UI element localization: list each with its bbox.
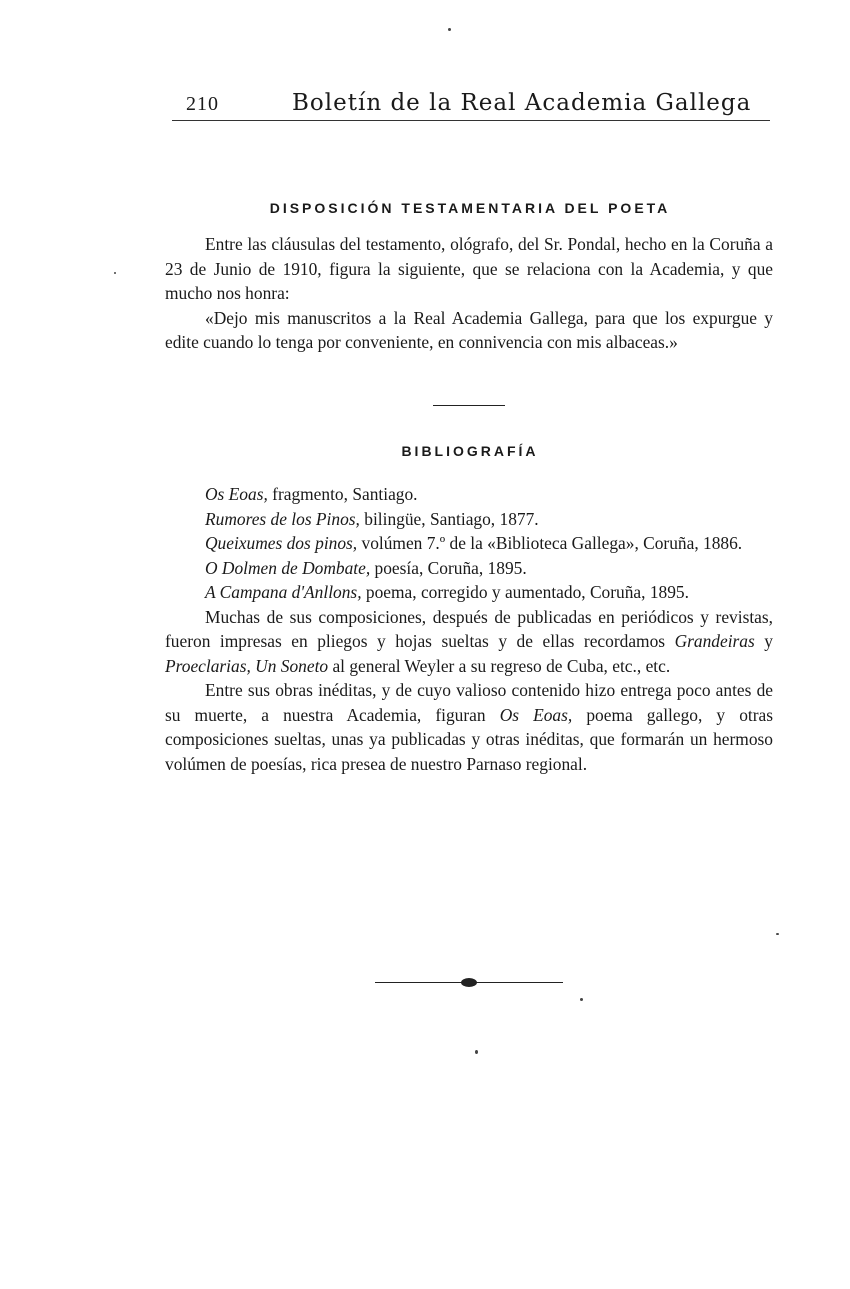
bib-entry-work: Os Eoas, [205,484,268,504]
header-rule [172,120,770,121]
bib-entry-details: volúmen 7.º de la «Biblioteca Gallega», Coruña, 1886. [357,533,743,553]
bib-entry [165,556,773,581]
scan-speck [580,998,583,1001]
text-run: Muchas de sus composiciones, después de publicadas en periódicos y revistas, fueron impresas en pliegos y hojas sueltas y de ellas recordamos [165,606,773,651]
bib-entry-details: bilingüe, Santiago, 1877. [359,508,539,529]
bibliografia-body [165,482,773,776]
bib-paragraph-compositions [165,605,773,679]
text-run: poema gallego, y otras composiciones sueltas, unas ya publicadas y otras inéditas, que formarán un hermoso volúmen de poesías, rica presea de nuestro Parnaso regional. [165,704,774,774]
work-title: Grandeiras [674,631,755,651]
section-title-disposicion: DISPOSICIÓN TESTAMENTARIA DEL POETA [269,200,671,216]
disposicion-paragraph: Entre las cláusulas del testamento, ológrafo, del Sr. Pondal, hecho en la Coruña a 23 de Junio de 1910, figura la siguiente, que se relaciona con la Academia, y que mucho nos honra: [165,234,773,303]
text-run: y [754,631,773,651]
bib-entry [165,531,773,556]
scan-speck [776,933,779,935]
page-header [172,88,770,122]
work-title: Os Eoas, [499,704,573,725]
section-divider [433,405,505,406]
bib-entry [165,507,773,532]
bib-entry [165,482,773,507]
scan-speck [114,272,116,274]
end-ornament [375,976,563,990]
bib-entry-details: fragmento, Santiago. [267,484,418,504]
text-run: Entre sus obras inéditas, y de cuyo valioso contenido hizo entrega poco antes de su muerte, a nuestra Academia, figuran [165,680,773,725]
bib-paragraph-ineditas [165,678,773,776]
bib-entry-work: A Campana d'Anllons, [205,582,362,602]
work-title: Proeclarias, Un Soneto [165,655,329,676]
scan-speck [475,1050,478,1054]
disposicion-body [165,232,773,355]
text-run: al general Weyler a su regreso de Cuba, etc., etc. [328,655,671,676]
bib-entry-details: poema, corregido y aumentado, Coruña, 1895. [361,582,689,602]
bib-entry-work: Rumores de los Pinos, [205,508,360,529]
bib-entry-work: O Dolmen de Dombate, [205,557,371,578]
section-title-bibliografia: BIBLIOGRAFÍA [401,443,539,459]
bib-entry [165,580,773,605]
bib-entry-details: poesía, Coruña, 1895. [370,557,527,578]
page-number: 210 [186,93,219,115]
end-ornament-dot [461,978,477,987]
disposicion-quote: «Dejo mis manuscritos a la Real Academia Gallega, para que los expurgue y edite cuando lo tenga por conveniente, en connivencia con mis albaceas.» [165,307,773,352]
scan-speck [448,28,451,31]
running-title: Boletín de la Real Academia Gallega [292,90,752,116]
bib-entry-work: Queixumes dos pinos, [205,533,358,553]
